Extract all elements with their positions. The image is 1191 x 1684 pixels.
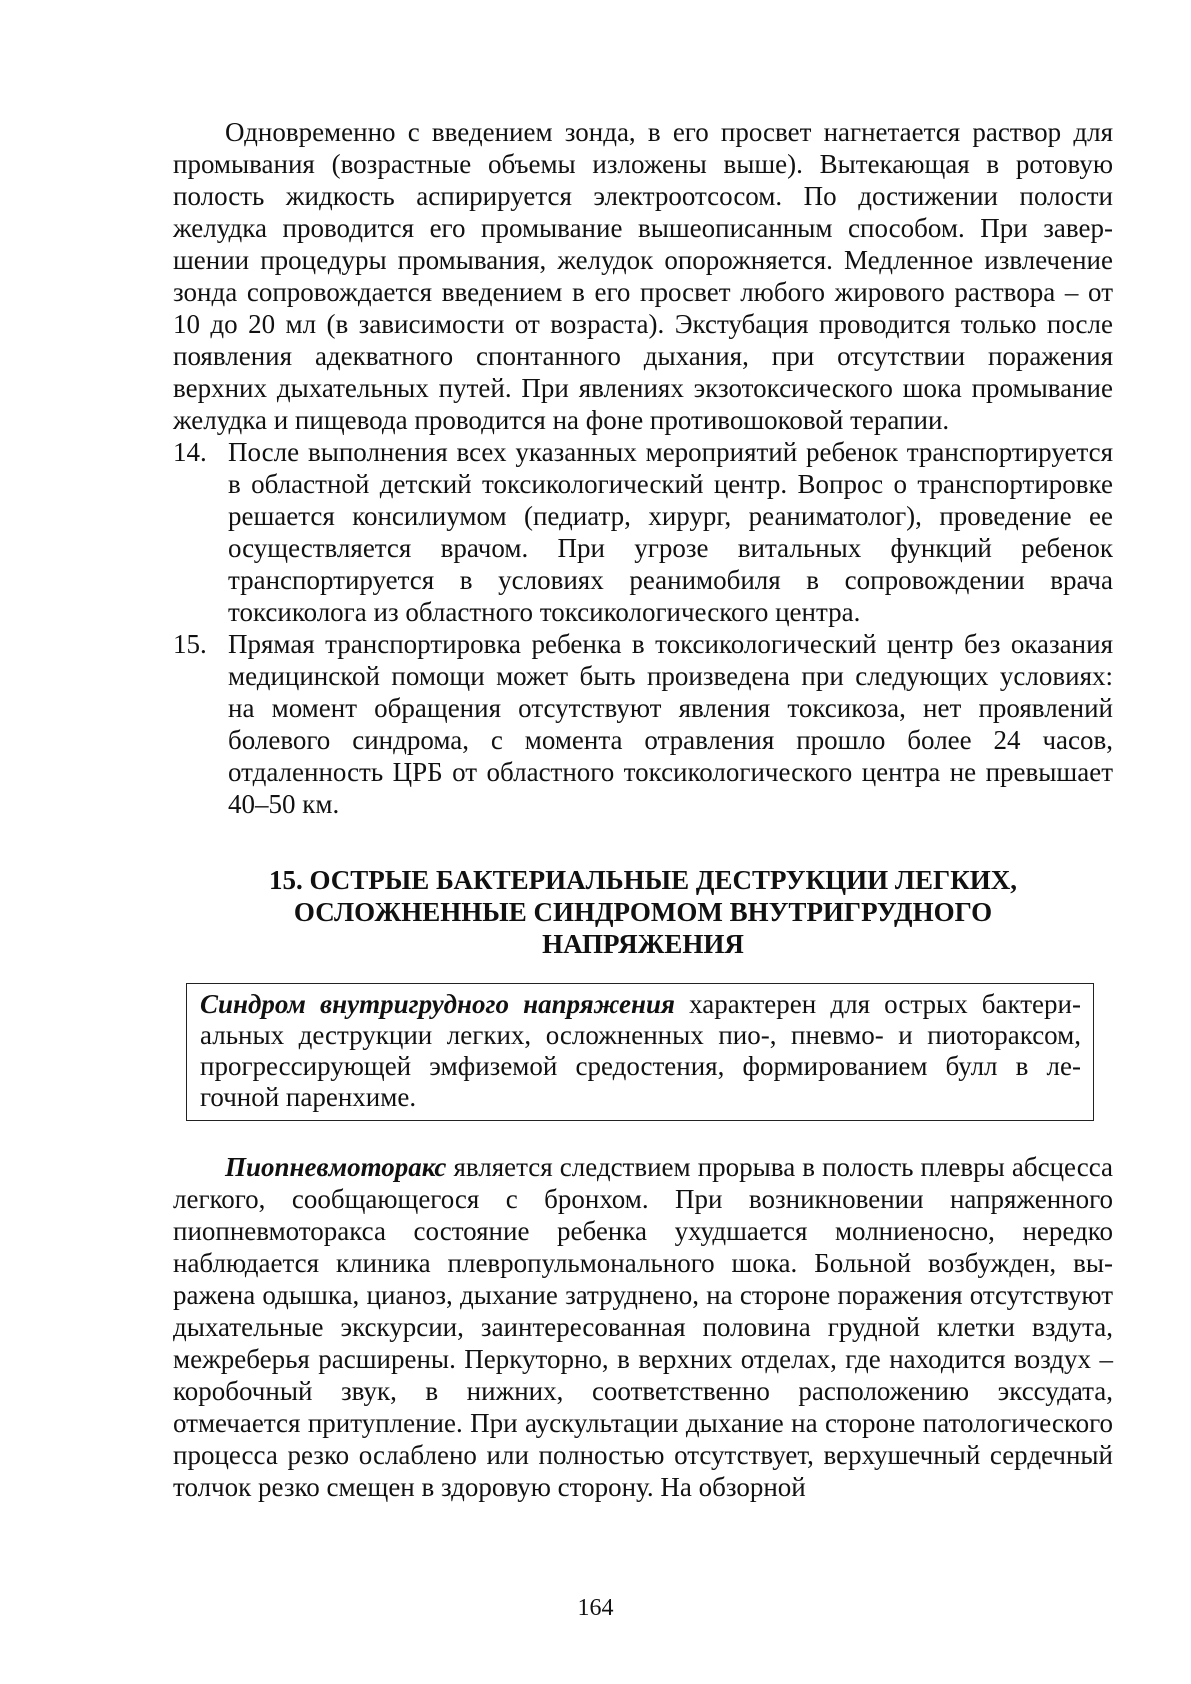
list-item-text: Прямая транспортировка ребенка в токсикологический центр без оказания медицинской помощи может быть произведена при следующих условиях: на момент обращения отсутствуют явления токсикоза, нет проявлений болевого синдрома, с момента отравления прошло более 24 часов, отдаленность ЦРБ от областного токсикологического центра не превышает 40–50 км. [228, 629, 1113, 819]
list-item-text: После выполнения всех указанных мероприятий ребенок транспортируется в областной детский токсикологический центр. Вопрос о транспортировке решается консилиумом (педиатр, хирург, реаниматолог), проведение ее осуществляется врачом. При угрозе витальных функций ребенок транспортируется в условиях реанимобиля в сопровождении врача токсиколога из областного токсикологического центра. [228, 437, 1113, 627]
definition-term: Синдром внутригрудного напряжения [200, 989, 675, 1019]
section-heading-line: ОСЛОЖНЕННЫЕ СИНДРОМОМ ВНУТРИГРУДНОГО [293, 897, 993, 927]
list-item [173, 628, 1113, 820]
list-item [173, 436, 1113, 628]
pyopneumothorax-paragraph [173, 1151, 1113, 1503]
list-item-number: 15. [173, 629, 207, 659]
numbered-list [173, 436, 1113, 820]
intro-paragraph: Одновременно с введением зонда, в его просвет нагнетается раствор для промывания (возрастные объемы изложены выше). Вытекающая в ротовую полость жидкость аспирируется электроотсосом. По достижении полости желудка проводится его промывание вышеописанным способом. При завершении процедуры промывания, желудок опорожняется. Медленное извлечение зонда сопровождается введением в его просвет любого жирового раствора – от 10 до 20 мл (в зависимости от возраста). Экстубация проводится только после появления адекватного спонтанного дыхания, при отсутствии поражения верхних дыхательных путей. При явлениях экзотоксического шока промывание желудка и пищевода проводится на фоне противошоковой терапии. [173, 117, 1113, 435]
page-content [173, 116, 1113, 1503]
list-item-number: 14. [173, 437, 207, 467]
page-number: 164 [577, 1595, 614, 1621]
section-heading-line: 15. ОСТРЫЕ БАКТЕРИАЛЬНЫЕ ДЕСТРУКЦИИ ЛЕГКИХ, [268, 865, 1018, 895]
definition-box [186, 983, 1094, 1121]
pyopneumothorax-text: является следствием прорыва в полость плевры абсцесса легкого, сообщающегося с бронхом. При возникновении напряженного пиопневмоторакса состояние ребенка ухудшается молниеносно, нередко наблюдается клиника плевропульмонального шока. Больной возбужден, выражена одышка, цианоз, дыхание затруднено, на стороне поражения отсутствуют дыхательные экскурсии, заинтересованная половина грудной клетки вздута, межреберья расширены. Перкуторно, в верхних отделах, где находится воздух – коробочный звук, в нижних, соответственно расположению экссудата, отмечается притупление. При аускультации дыхание на стороне патологического процесса резко ослаблено или полностью отсутствует, верхушечный сердечный толчок резко смещен в здоровую сторону. На обзорной [173, 1152, 1113, 1502]
section-heading [173, 864, 1113, 960]
pyopneumothorax-term: Пиопневмоторакс [225, 1152, 447, 1182]
definition-text: характерен для острых бактериальных деструкции легких, осложненных пио-, пневмо- и пиотораксом, прогрессирующей эмфиземой средостения, формированием булл в легочной паренхиме. [200, 989, 1081, 1112]
section-heading-line: НАПРЯЖЕНИЯ [542, 929, 744, 959]
